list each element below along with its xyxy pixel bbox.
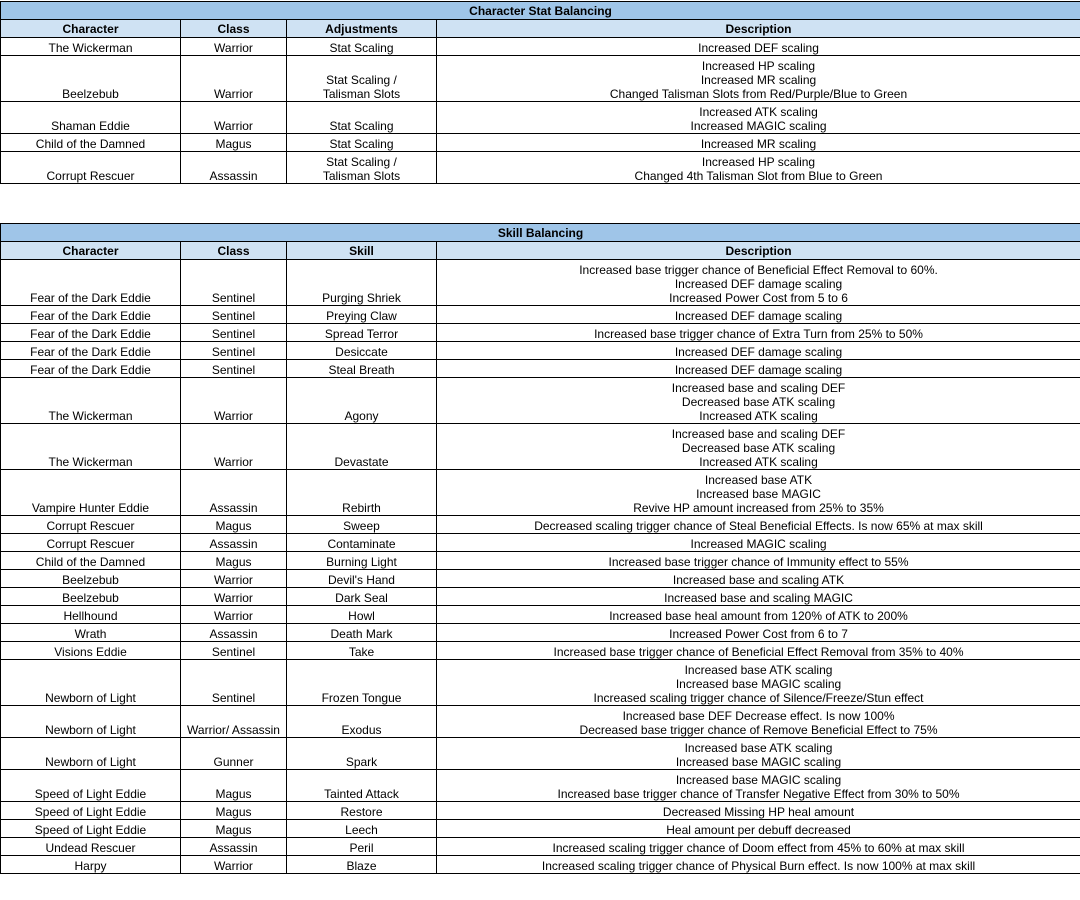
character-stat-table [0, 1, 1080, 184]
table-row [1, 424, 1080, 470]
character-cell: Fear of the Dark Eddie [1, 306, 181, 324]
skill-cell: Frozen Tongue [287, 660, 437, 706]
class-cell: Magus [181, 552, 287, 570]
class-cell: Warrior [181, 856, 287, 874]
adjustment-cell [287, 38, 437, 56]
description-cell-line: Increased HP scaling [701, 155, 816, 169]
character-cell: Shaman Eddie [1, 102, 181, 134]
table-row [1, 306, 1080, 324]
character-cell: Beelzebub [1, 570, 181, 588]
table-row [1, 534, 1080, 552]
class-cell: Magus [181, 516, 287, 534]
character-cell: Beelzebub [1, 56, 181, 102]
table-row [1, 552, 1080, 570]
header-character: Character [1, 20, 181, 38]
table-row [1, 102, 1080, 134]
skill-cell: Exodus [287, 706, 437, 738]
table-row [1, 470, 1080, 516]
header-description: Description [437, 242, 1080, 260]
character-cell: Hellhound [1, 606, 181, 624]
skill-cell: Agony [287, 378, 437, 424]
description-cell-line: Increased base trigger chance of Beneficial Effect Removal to 60%. [579, 263, 938, 277]
class-cell: Magus [181, 820, 287, 838]
character-cell: Speed of Light Eddie [1, 820, 181, 838]
description-cell [437, 424, 1080, 470]
adjustment-cell-line: Stat Scaling / [326, 73, 397, 87]
class-cell: Sentinel [181, 360, 287, 378]
class-cell: Warrior [181, 588, 287, 606]
description-cell [437, 134, 1080, 152]
class-cell: Assassin [181, 534, 287, 552]
description-cell [437, 102, 1080, 134]
skill-cell: Restore [287, 802, 437, 820]
table-row [1, 606, 1080, 624]
character-cell: Child of the Damned [1, 134, 181, 152]
character-cell: Fear of the Dark Eddie [1, 324, 181, 342]
character-cell: Newborn of Light [1, 706, 181, 738]
description-cell [437, 56, 1080, 102]
character-cell: Undead Rescuer [1, 838, 181, 856]
skill-cell: Devil's Hand [287, 570, 437, 588]
description-cell [437, 624, 1080, 642]
description-cell-line: Changed Talisman Slots from Red/Purple/Blue to Green [609, 87, 908, 101]
class-cell: Magus [181, 770, 287, 802]
description-cell [437, 152, 1080, 184]
table-row [1, 588, 1080, 606]
skill-section-title: Skill Balancing [1, 224, 1080, 242]
description-cell [437, 642, 1080, 660]
class-cell: Sentinel [181, 260, 287, 306]
description-cell [437, 324, 1080, 342]
description-cell-line: Increased MAGIC scaling [690, 119, 827, 133]
character-cell: The Wickerman [1, 38, 181, 56]
class-cell: Assassin [181, 152, 287, 184]
table-row [1, 260, 1080, 306]
table-row [1, 624, 1080, 642]
description-cell-line: Increased DEF damage scaling [674, 309, 843, 323]
description-cell [437, 838, 1080, 856]
description-cell [437, 660, 1080, 706]
description-cell [437, 516, 1080, 534]
adjustment-cell-line: Stat Scaling [329, 137, 394, 151]
class-cell: Warrior [181, 424, 287, 470]
class-cell: Sentinel [181, 342, 287, 360]
class-cell: Gunner [181, 738, 287, 770]
description-cell-line: Increased Power Cost from 6 to 7 [669, 627, 848, 641]
description-cell-line: Increased ATK scaling [699, 105, 818, 119]
skill-cell: Preying Claw [287, 306, 437, 324]
adjustment-cell [287, 152, 437, 184]
description-cell [437, 306, 1080, 324]
header-adjustments: Adjustments [287, 20, 437, 38]
description-cell-line: Decreased base trigger chance of Remove Beneficial Effect to 75% [579, 723, 938, 737]
description-cell-line: Decreased base ATK scaling [681, 441, 836, 455]
class-cell: Sentinel [181, 306, 287, 324]
class-cell: Magus [181, 802, 287, 820]
description-cell [437, 534, 1080, 552]
table-row [1, 856, 1080, 874]
character-cell: Fear of the Dark Eddie [1, 342, 181, 360]
adjustment-cell [287, 102, 437, 134]
table-row [1, 38, 1080, 56]
header-description: Description [437, 20, 1080, 38]
table-row [1, 324, 1080, 342]
adjustment-cell [287, 56, 437, 102]
description-cell-line: Increased base trigger chance of Beneficial Effect Removal from 35% to 40% [553, 645, 964, 659]
class-cell: Warrior [181, 570, 287, 588]
skill-cell: Spread Terror [287, 324, 437, 342]
table-row [1, 134, 1080, 152]
skill-cell: Contaminate [287, 534, 437, 552]
adjustment-cell-line: Talisman Slots [322, 87, 401, 101]
description-cell [437, 802, 1080, 820]
character-cell: Fear of the Dark Eddie [1, 260, 181, 306]
class-cell: Warrior [181, 38, 287, 56]
class-cell: Sentinel [181, 660, 287, 706]
adjustment-cell-line: Stat Scaling / [326, 155, 397, 169]
table-row [1, 660, 1080, 706]
description-cell-line: Increased ATK scaling [699, 455, 818, 469]
description-cell [437, 378, 1080, 424]
table-row [1, 642, 1080, 660]
description-cell [437, 470, 1080, 516]
description-cell-line: Increased MR scaling [700, 137, 817, 151]
description-cell-line: Decreased base ATK scaling [681, 395, 836, 409]
class-cell: Warrior [181, 56, 287, 102]
description-cell-line: Increased DEF damage scaling [674, 277, 843, 291]
description-cell [437, 360, 1080, 378]
skill-cell: Leech [287, 820, 437, 838]
description-cell [437, 588, 1080, 606]
adjustment-cell-line: Stat Scaling [329, 41, 394, 55]
character-cell: Newborn of Light [1, 738, 181, 770]
description-cell-line: Increased base and scaling DEF [671, 427, 846, 441]
description-cell [437, 38, 1080, 56]
skill-cell: Blaze [287, 856, 437, 874]
description-cell-line: Increased base DEF Decrease effect. Is now 100% [622, 709, 895, 723]
skill-cell: Dark Seal [287, 588, 437, 606]
description-cell-line: Increased base trigger chance of Immunity effect to 55% [608, 555, 909, 569]
description-cell [437, 738, 1080, 770]
table-row [1, 838, 1080, 856]
table-row [1, 570, 1080, 588]
table-row [1, 770, 1080, 802]
description-cell [437, 342, 1080, 360]
table-row [1, 820, 1080, 838]
description-cell [437, 606, 1080, 624]
description-cell-line: Increased MAGIC scaling [690, 537, 827, 551]
description-cell [437, 706, 1080, 738]
header-character: Character [1, 242, 181, 260]
class-cell: Warrior [181, 102, 287, 134]
table-row [1, 706, 1080, 738]
description-cell-line: Increased base heal amount from 120% of ATK to 200% [609, 609, 908, 623]
table-row [1, 152, 1080, 184]
description-cell-line: Increased DEF damage scaling [674, 345, 843, 359]
skill-balancing-table [0, 223, 1080, 874]
description-cell-line: Increased base ATK scaling [684, 663, 833, 677]
description-cell-line: Increased base MAGIC [696, 487, 821, 501]
character-cell: Visions Eddie [1, 642, 181, 660]
class-cell: Magus [181, 134, 287, 152]
skill-cell: Desiccate [287, 342, 437, 360]
header-class: Class [181, 242, 287, 260]
class-cell: Assassin [181, 838, 287, 856]
description-cell [437, 570, 1080, 588]
character-cell: Speed of Light Eddie [1, 770, 181, 802]
stat-section-title: Character Stat Balancing [1, 2, 1080, 20]
header-class: Class [181, 20, 287, 38]
description-cell-line: Increased ATK scaling [699, 409, 818, 423]
description-cell [437, 552, 1080, 570]
table-row [1, 342, 1080, 360]
description-cell-line: Increased DEF damage scaling [674, 363, 843, 377]
character-cell: Corrupt Rescuer [1, 152, 181, 184]
class-cell: Warrior [181, 378, 287, 424]
class-cell: Assassin [181, 624, 287, 642]
description-cell-line: Increased scaling trigger chance of Physical Burn effect. Is now 100% at max skill [541, 859, 976, 873]
description-cell-line: Increased base ATK scaling [684, 741, 833, 755]
description-cell [437, 770, 1080, 802]
table-row [1, 516, 1080, 534]
character-cell: Beelzebub [1, 588, 181, 606]
character-cell: Wrath [1, 624, 181, 642]
skill-cell: Devastate [287, 424, 437, 470]
description-cell-line: Increased base trigger chance of Transfer Negative Effect from 30% to 50% [557, 787, 960, 801]
character-cell: The Wickerman [1, 378, 181, 424]
class-cell: Warrior [181, 606, 287, 624]
description-cell-line: Increased base and scaling MAGIC [664, 591, 853, 605]
header-skill: Skill [287, 242, 437, 260]
description-cell-line: Heal amount per debuff decreased [666, 823, 851, 837]
skill-cell: Rebirth [287, 470, 437, 516]
description-cell-line: Increased DEF scaling [698, 41, 819, 55]
character-cell: Vampire Hunter Eddie [1, 470, 181, 516]
description-cell-line: Decreased scaling trigger chance of Steal Beneficial Effects. Is now 65% at max skill [534, 519, 983, 533]
skill-cell: Death Mark [287, 624, 437, 642]
character-cell: Corrupt Rescuer [1, 534, 181, 552]
skill-cell: Purging Shriek [287, 260, 437, 306]
description-cell [437, 820, 1080, 838]
description-cell-line: Increased base and scaling DEF [671, 381, 846, 395]
description-cell-line: Increased base MAGIC scaling [675, 755, 842, 769]
table-row [1, 738, 1080, 770]
class-cell: Sentinel [181, 324, 287, 342]
description-cell-line: Increased HP scaling [701, 59, 816, 73]
description-cell [437, 260, 1080, 306]
class-cell: Assassin [181, 470, 287, 516]
character-cell: Speed of Light Eddie [1, 802, 181, 820]
description-cell-line: Revive HP amount increased from 25% to 35% [633, 501, 884, 515]
description-cell-line: Increased base ATK [704, 473, 813, 487]
skill-cell: Steal Breath [287, 360, 437, 378]
description-cell-line: Changed 4th Talisman Slot from Blue to Green [634, 169, 883, 183]
description-cell-line: Increased base and scaling ATK [672, 573, 845, 587]
adjustment-cell [287, 134, 437, 152]
table-row [1, 378, 1080, 424]
skill-cell: Take [287, 642, 437, 660]
description-cell-line: Increased MR scaling [700, 73, 817, 87]
character-cell: Corrupt Rescuer [1, 516, 181, 534]
table-row [1, 56, 1080, 102]
skill-cell: Spark [287, 738, 437, 770]
skill-cell: Sweep [287, 516, 437, 534]
class-cell: Warrior/ Assassin [181, 706, 287, 738]
skill-cell: Peril [287, 838, 437, 856]
description-cell-line: Increased Power Cost from 5 to 6 [669, 291, 848, 305]
adjustment-cell-line: Talisman Slots [322, 169, 401, 183]
description-cell-line: Increased scaling trigger chance of Silence/Freeze/Stun effect [593, 691, 924, 705]
table-row [1, 360, 1080, 378]
description-cell-line: Increased scaling trigger chance of Doom effect from 45% to 60% at max skill [552, 841, 965, 855]
character-cell: Fear of the Dark Eddie [1, 360, 181, 378]
adjustment-cell-line: Stat Scaling [329, 119, 394, 133]
character-cell: The Wickerman [1, 424, 181, 470]
description-cell-line: Increased base MAGIC scaling [675, 773, 842, 787]
description-cell-line: Increased base MAGIC scaling [675, 677, 842, 691]
character-cell: Child of the Damned [1, 552, 181, 570]
description-cell [437, 856, 1080, 874]
skill-cell: Burning Light [287, 552, 437, 570]
skill-cell: Howl [287, 606, 437, 624]
class-cell: Sentinel [181, 642, 287, 660]
description-cell-line: Decreased Missing HP heal amount [662, 805, 855, 819]
skill-cell: Tainted Attack [287, 770, 437, 802]
table-row [1, 802, 1080, 820]
character-cell: Harpy [1, 856, 181, 874]
description-cell-line: Increased base trigger chance of Extra Turn from 25% to 50% [594, 327, 923, 341]
character-cell: Newborn of Light [1, 660, 181, 706]
